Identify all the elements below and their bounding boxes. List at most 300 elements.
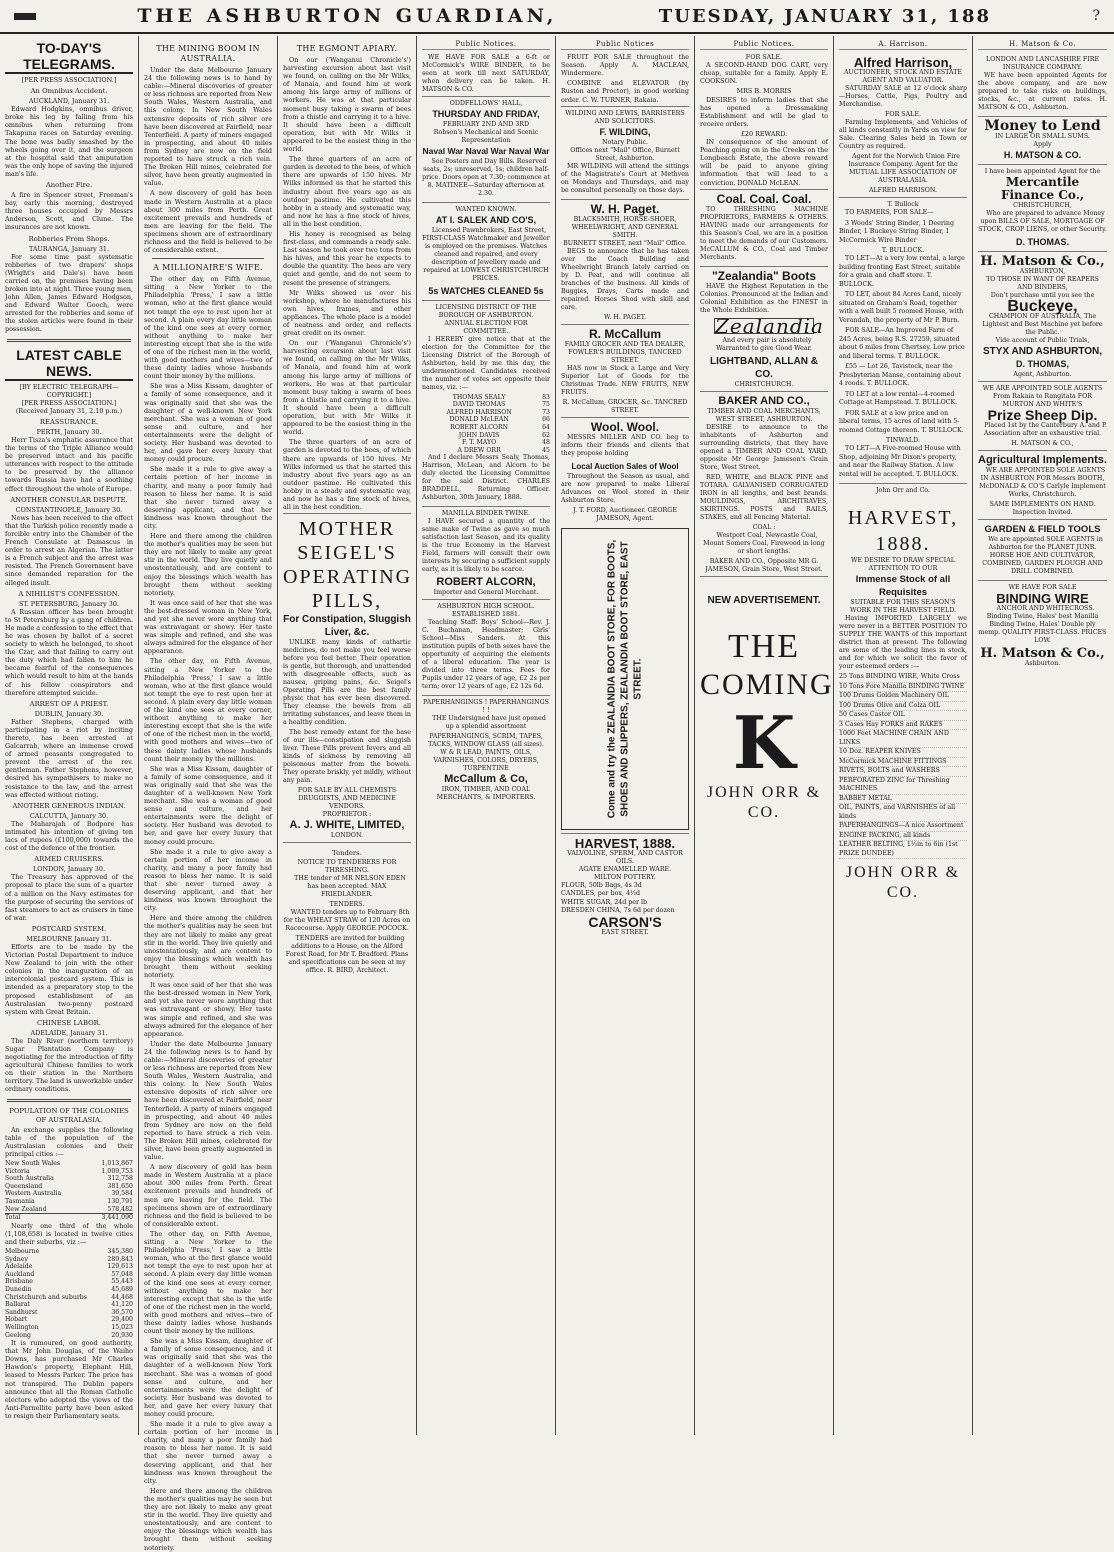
story-body: Herr Tisza's emphatic assurance that the terms of the Triple Alliance would be preserved intact and his pacific utterances with respect to the attitude to be preserved by the alliance towards Russia have had a soothing effect throughout the whole of Europe. [5, 436, 133, 493]
table-cell-label: Dunedin [5, 1285, 32, 1293]
table-cell-value: 1,013,867 [101, 1159, 133, 1167]
licensing-election: ANNUAL ELECTION FOR COMMITTEE. [444, 319, 528, 335]
watch-price: 5s WATCHES CLEANED 5s [428, 285, 544, 296]
alcorn-name: ROBERT ALCORN, [436, 576, 536, 589]
paget-body: BEGS to announce that he has taken over the Coach Building and Wheelwright Branch lately carried on by D. Peat, and will continue all branches of the business. All kinds of Buggies, Drays, Carts made and repaired. Horses Shod with skill and care. [561, 247, 689, 311]
cable-subheading: [BY ELECTRIC TELEGRAPH—COPYRIGHT.] [19, 382, 119, 399]
baker-list: RED, WHITE, and BLACK PINE and TOTARA. GALVANISED CORRUGATED IRON in all lengths, and best brands. MOULDINGS, ARCHITRAVES, SKIRTINGS. POSTS and RAILS, STAKES, and all Fencing Material. [700, 473, 828, 521]
stock-list-item: 50 Cases Castor OIL [839, 711, 967, 721]
orr-harvest-ad [839, 483, 967, 905]
notice: A SECOND-HAND DOG CART, very cheap, suitable for a family. Apply E. COOKSON. [700, 61, 828, 86]
dateline: PERTH, January 30. [36, 427, 102, 436]
divider [7, 1099, 131, 1102]
article-body: She was a Miss Kissam, daughter of a family of some consequence, and it was originally said that she was the daughter of a well-known New York merchant. She was a woman of good sense and culture, and her entertainments were the delight of society. Her husband was devoted to her, and gave her every luxury that money could procure. [144, 764, 272, 846]
table-row [422, 416, 550, 424]
wool-ad [561, 417, 689, 525]
paget-address: BURNETT STREET, next "Mail" Office. [563, 239, 687, 247]
table-total-row [5, 1214, 133, 1222]
reward-heading: £20 REWARD. [740, 129, 788, 138]
manila-title: MANILLA BINDER TWINE. [441, 510, 531, 518]
column-8 [973, 36, 1112, 1435]
table-row [5, 1190, 133, 1198]
stock-list [839, 673, 967, 859]
styx-line: STYX AND ASHBURTON, [982, 346, 1103, 358]
column-3 [278, 36, 417, 1435]
table-row [5, 1206, 133, 1214]
dateline: LONDON, January 30. [33, 865, 105, 874]
stock-list-item: PAPERHANGINGS—A nice Assortment [839, 822, 967, 832]
article-body: Under the date Melbourne January 24 the following news is to hand by cable:—Mineral discoveries of greater or less richness are reported from New South Wales, Western Australia, and this colony. In New South Wales extensive deposits of rich silver ore have been discovered at Fairfield, near Tenterfield. A party of miners engaged in prospecting, and about 40 miles from Sydney are now on the field reported to have struck a rich vein. The Broken Hill mines, celebrated for silver, have been greatly augmented in value. [144, 66, 272, 188]
divider [152, 258, 264, 259]
to-let-notice: TO LET—A Five-roomed House with Shop, adjoining Mr Dixon's property, and near the Railway Station. A low rental will be accepted. T. BULLOCK. [839, 445, 961, 478]
matson-final-city: Ashburton. [1024, 660, 1061, 668]
oddfellows-body: Robson's Mechanical and Scenic Representation [433, 128, 539, 144]
story-body: Edward Hodgkins, omnibus driver, broke his leg by falling from his omnibus when returning from Takapuna races on Saturday evening. The bone was badly smashed by the wheels going over it, and the surgeon at the hospital said that amputation was the only hope of saving the injured man's life. [5, 105, 133, 178]
column-7 [834, 36, 973, 1435]
harrison-norwich: Agent for the Norwich Union Fire Insurance Company. Agent for the MUTUAL LIFE ASSOCIATION OF AUSTRALASIA. [848, 153, 960, 185]
coming-the: THE [727, 627, 801, 665]
article-body: The other day, on Fifth Avenue, sitting a New Yorker to the Philadelphia 'Press,' I saw a little woman, who at the first glance would not tempt the eye to rest upon her at second. A plain every day little woman of the kind one sees at every corner, without anything to make her interesting except that she is the wife of one of the richest men in the world, with good mothers and wives—two of these dainty ladies whose husbands count their money by the millions. [144, 275, 272, 381]
divider [7, 339, 131, 342]
egmont-apiary-heading: THE EGMONT APIARY. [296, 44, 398, 53]
table-row [5, 1198, 133, 1206]
immense-sub: SUITABLE FOR THIS SEASON'S WORK IN THE HARVEST FIELD. [849, 599, 957, 615]
mercantile-ad [978, 164, 1107, 251]
manila-twine-ad [422, 506, 550, 599]
story-body: A Russian officer has been brought to St Petersburg by a gang of children. He made a confession to the effect that he was chosen by ballot of a secret society to which he belonged, to shoot the Czar, and that failing to carry out the duty which had fallen to him he became fearful of the consequences which would result to him at the hands of his fellow conspirators and therefore attempted suicide. [5, 607, 133, 697]
dateline: MELBOURNE January 31. [26, 934, 112, 943]
sheep-dip-title: Prize Sheep Dip. [987, 407, 1098, 424]
notice: COMBINE and ELEVATOR (by Ruston and Proctor), in good working order. C. W. TURNER, Rakaia. [561, 79, 689, 104]
money-sub: IN LARGE OR SMALL SUMS. [995, 133, 1090, 141]
dateline: AUCKLAND, January 31. [28, 97, 110, 106]
table-row [422, 439, 550, 447]
table-cell-label: ROBERT ALCORN [450, 423, 509, 431]
table-cell-value: 312,758 [107, 1175, 133, 1183]
stock-list-item: ENGINE PACKING, all kinds [839, 832, 967, 842]
public-notices-heading: Public Notices [561, 40, 689, 50]
table-row [5, 1294, 133, 1302]
story-body: The Maharajah of Bodpore has intimated his intention of giving ten lacs of rupees (£100,000) towards the cost of the defence of the frontier. [5, 819, 133, 853]
table-cell-label: New Zealand [5, 1205, 47, 1213]
notice: IN consequence of the amount of Poaching going on in the Creeks on the Longbeach Estate, the above reward will be paid to anyone giving information that will lead to a conviction. DONALD McLEAN. [700, 138, 828, 187]
wool-body: Throughout the Season as usual, and are now prepared to make Liberal Advances on Wool stored in their Ashburton Store. [561, 472, 689, 504]
carson-name: CARSON'S [588, 913, 662, 930]
money-title: Money to Lend [984, 118, 1101, 135]
article-body: She made it a rule to give away a certain portion of her income in charity, and many a poor family had reason to bless her name. It is said that she never turned away a deserving applicant, and that her kindness was known throughout the city. [144, 847, 272, 913]
milton-line: MILTON POTTERY. [594, 873, 656, 881]
masthead-date: TUESDAY, JANUARY 31, 188 [658, 5, 992, 27]
table-row [5, 1175, 133, 1183]
binding-sub: ANCHOR AND WHITECROSS. Binding Twine, Hales' best Manilla Binding Twine, Hales' Double ply memp. QUALITY FIRST-CLASS. PRICES LOW. [978, 605, 1107, 645]
stock-list-item: 10 Tons Fore Manilla BINDING TWINE [839, 683, 967, 693]
article-body: On our ('Wanganui Chronicle's') harvesting excursion about last visit we found, on calling on the Mr Wilks, of Manaia, and found him at work among his large army of millions of workers. He was at that particular moment busy taking a swarm of bees from a thistle and carrying it to a hive. It should have been a difficult operation, but with Mr Wilks it appeared to be the easiest thing in the world. [283, 339, 411, 437]
for-sale-notice: FOR SALE—An Improved Farm of 245 Acres, being R.S. 27259, situated about 6 miles from Chertsey. Low price and liberal terms. T. BULLOCK. [839, 327, 965, 360]
population-intro: An exchange supplies the following table of the population of the Australasian colonies and their principal cities :— [5, 1125, 133, 1158]
table-cell-label: THOMAS SEALY [452, 393, 506, 401]
table-cell-value: 289,843 [107, 1255, 133, 1263]
table-cell-value: 48 [542, 439, 550, 447]
article-body: It was once said of her that she was the best-dressed woman in New York, and yet she never wore anything that was extravagant or showy. Her taste was simple and refined, and she was always admired for the elegance of her appearance. [144, 598, 272, 656]
seigel-ad-proprietor: PROPRIETOR : [322, 811, 372, 819]
harrison-body: SATURDAY SALE at 12 o'clock sharp—Horses, Cattle, Pigs, Poultry and Merchandise. [839, 85, 967, 109]
table-cell-label: Christchurch and suburbs [5, 1293, 87, 1301]
table-cell-value: 29,400 [111, 1316, 133, 1324]
paget-title: W. H. Paget. [590, 201, 660, 216]
table-row [5, 1324, 133, 1332]
sheep-dip-body: Placed 1st by the Canterbury A. and P. Association after an exhaustive trial. [983, 422, 1107, 438]
stock-list-item: 100 Drums Olive and Colza OIL [839, 702, 967, 712]
table-cell-value: 45 [542, 446, 550, 454]
story-title: ANOTHER GENEROUS INDIAN. [12, 801, 126, 810]
licensing-body: I HEREBY give notice that at the election for the Committee for the Licensing District of the Borough of Ashburton, held by me this day, the undermentioned Candidates received the number of votes set opposite their names, viz. :— [422, 335, 550, 391]
money-name: H. MATSON & CO. [1003, 150, 1082, 161]
stock-list-item: RIVETS, BOLTS and WASHERS [839, 767, 967, 777]
harrison-forsale: FOR SALE. [885, 111, 921, 119]
table-cell-label: F. T. MAYO [462, 439, 497, 447]
stock-list-item: 3 Cases Hay FORKS and RAKES [839, 721, 967, 731]
table-row [422, 447, 550, 455]
dresden-line: DRESDEN CHINA, 7s 6d per dozen [561, 907, 675, 915]
zealandia-title: "Zealandia" Boots [711, 268, 817, 283]
mercantile-intro: I have been appointed Agent for the [984, 168, 1101, 176]
wilding-name: F. WILDING, [599, 126, 651, 137]
story-title: CHINESE LABOR. [37, 1018, 101, 1027]
city-population-table [5, 1248, 133, 1339]
wool-local: Local Auction Sales of Wool [571, 461, 679, 471]
table-row [5, 1316, 133, 1324]
naval-war-body: See Posters and Day Bills. Reserved seats, 2s; unreserved, 1s; children half-price. Doors open at 7.30; commence at 8. MATINEE—Saturday afternoon at 2.30. [422, 157, 550, 197]
table-cell-value: 39,584 [111, 1190, 133, 1198]
mccallum-sign: R. McCallum, GROCER, &c. TANCRED STREET. [562, 398, 688, 414]
wilding-title: WILDING AND LEWIS, BARRISTERS AND SOLICITORS. [565, 109, 685, 125]
masthead [0, 0, 1114, 34]
baker-title: BAKER AND CO., [718, 394, 810, 407]
dateline: CONSTANTINOPLE, January 30. [15, 505, 123, 514]
matson-final: H. Matson & Co., [980, 646, 1105, 662]
table-cell-value: 64 [542, 423, 550, 431]
story-title: ANOTHER CONSULAR DISPUTE. [10, 495, 128, 504]
story-body: The Treasury has approved of the proposal to place the sum of a quarter of a million on the Navy estimates for the purpose of securing the services of fast steamers to act as cruisers in time of war. [5, 873, 133, 922]
press-association-line: [PER PRESS ASSOCIATION.] [21, 76, 117, 84]
mccallum-ad [561, 324, 689, 417]
article-body: His honey is recognised as being first-class, and commands a ready sale. Last season he took over two tons from his hives, and this year he expects to double the quantity. The bees are very quiet and gentle, and do not seem to resent the presence of strangers. [283, 229, 411, 287]
table-row [5, 1168, 133, 1176]
seigel-ad-footer: FOR SALE BY ALL CHEMISTS DRUGGISTS, AND MEDICINE VENDORS. [297, 787, 397, 811]
tender-title: NOTICE TO TENDERERS FOR THRESHING. [297, 859, 397, 875]
tender-body: WANTED tenders up to February 8th for the WHEAT STRAW of 120 Acres on Racecourse. Apply GEORGE POCOCK. [283, 909, 411, 933]
harvest-title: HARVEST, 1888. [574, 835, 676, 851]
bullock-heading: T. Bullock [887, 201, 919, 209]
mccallum-sub: FAMILY GROCER AND TEA DEALER, FOWLER'S BUILDINGS, TANCRED STREET. [564, 340, 686, 364]
table-row [422, 401, 550, 409]
paperhangings-body: THE Undersigned have just opened up a splendid assortment [432, 715, 546, 731]
farmers-title: TO FARMERS, FOR SALE— [845, 209, 934, 217]
mercantile-body: Who are prepared to advance Money upon BILLS OF SALE, MORTGAGE OF STOCK, CROP LIENS, or other Security. [978, 210, 1107, 234]
lancashire-title: LONDON AND LANCASHIRE FIRE INSURANCE COMPANY. [985, 56, 1100, 72]
mccallum-title: R. McCallum [588, 326, 661, 341]
price-notice: £55 — Lot 26, Tavistock, near the Presbyterian Manse, containing about 4 roods. T. BULLOCK. [839, 363, 962, 388]
manila-body: I HAVE secured a quantity of the same make of Twine as gave so much satisfaction last Season, and its quality is the true Economy in the Harvest Field, farmers will consult their own interests by securing a sufficient supply early, as it is likely to be scarce. [422, 518, 550, 574]
table-cell-label: South Australia [5, 1175, 54, 1183]
orr-sign: JOHN ORR & CO. [845, 864, 961, 902]
dateline: ADELAIDE, January 31. [30, 1028, 108, 1037]
buckeye-ad [978, 251, 1107, 381]
garden-ad [978, 519, 1107, 580]
to-let-notice: TO LET, about 84 Acres Land, nicely situated on Graham's Road, together with a well built 5 roomed House, with Verandah, the property of Mr P. Burn. [839, 291, 964, 324]
bullock-sign: T. BULLOCK. [881, 247, 925, 255]
wool-body: MESSRS MILLER AND CO. beg to inform their friends and clients that they propose holding [561, 433, 689, 457]
mercantile-title: Mercantile Finance Co., [1000, 175, 1085, 203]
column-1 [0, 36, 139, 1435]
table-cell-label: Western Australia [5, 1190, 62, 1198]
money-apply: Apply [1033, 141, 1052, 149]
coming-k-ad [700, 576, 834, 825]
imported-body: Having IMPORTED LARGELY we were never in a BETTER POSITION TO SUPPLY THE WANTS of this important district than at present. The following are some of the leading lines in stock, and for which we solicit the favor of your esteemed orders :— [839, 615, 967, 671]
table-cell-label: Brisbane [5, 1278, 33, 1286]
stock-list-item: 1000 Feet MACHINE CHAIN AND LINKS [839, 730, 967, 748]
lightband-name: LIGHTBAND, ALLAN & CO. [710, 355, 818, 380]
coal-body: TO THRESHING MACHINE PROPRIETORS, FARMERS & OTHERS. HAVING made our arrangements for this Season's Coal, we are in a position to meet the demands of our Customers. McCALLUM & CO., Coal and Timber Merchants. [700, 205, 828, 261]
story-title: ARMED CRUISERS. [34, 855, 104, 864]
table-row [5, 1286, 133, 1294]
garden-body: We are appointed SOLE AGENTS in Ashburton for the PLANET JUNR. HORSE HOE AND CULTIVATOR, COMBINED, GARDEN PLOUGH AND DRILL COMBINED. [982, 536, 1103, 576]
wool-sign: J. T. FORD, Auctioneer. GEORGE JAMESON, Agent. [573, 506, 677, 522]
table-cell-value: 45,689 [111, 1285, 133, 1293]
agate-line: AGATE ENAMELLED WARE. [578, 865, 672, 873]
table-row [5, 1256, 133, 1264]
baker-coal: COAL : [752, 523, 776, 531]
story-body: News has been received to the effect that the Turkish police recently made a forcible entry into the Chamber of the French Consulate at Damascus in order to arrest an Algerian. The latter is a French subject and the arrest was resisted. The French Government have since demanded reparation for the alleged insult. [5, 513, 133, 587]
column-2 [139, 36, 278, 1552]
table-cell-value: 20,930 [111, 1331, 133, 1339]
baker-coal-body: Westport Coal, Newcastle Coal, Mount Somers Coal, Firewood in long or short lengths. [703, 531, 825, 555]
baker-sub: TIMBER AND COAL MERCHANTS, WEST STREET, ASHBURTON. [707, 407, 821, 423]
oddfellows-days: THURSDAY AND FRIDAY, [432, 108, 540, 119]
table-cell-label: Sydney [5, 1255, 28, 1263]
table-cell-value: 130,791 [107, 1197, 133, 1205]
story-title: POSTCARD SYSTEM. [31, 924, 107, 933]
public-notices-heading: Public Notices. [700, 40, 828, 50]
coming-word: COMING [700, 667, 834, 701]
harrison-sign: ALFRED HARRISON. [868, 187, 938, 195]
table-cell-value: 55,443 [111, 1278, 133, 1286]
matson-title: H. Matson & Co., [980, 254, 1105, 270]
binding-title: BINDING WIRE [996, 591, 1089, 607]
article-body: On our ('Wanganui Chronicle's') harvesting excursion about last visit we found, on calling on the Mr Wilks, of Manaia, and found him at work among his large army of millions of workers. He was at that particular moment busy taking a swarm of bees from a thistle and carrying it to a hive. It should have been a difficult operation, but with Mr Wilks it appeared to be the easiest thing in the world. [283, 56, 411, 154]
coming-k-letter: K [732, 699, 796, 785]
table-cell-label: Queensland [5, 1182, 43, 1190]
mercantile-city: CHRISTCHURCH, [1013, 202, 1072, 210]
table-cell-value: 381,650 [107, 1182, 133, 1190]
table-row [5, 1301, 133, 1309]
table-cell-label: JOHN DAVIS [458, 431, 500, 439]
table-cell-value: 62 [542, 431, 550, 439]
harrison-sub: AUCTIONEER, STOCK AND ESTATE AGENT AND VALUATOR. [843, 69, 963, 85]
cable-news-heading: LATEST CABLE NEWS. [5, 347, 133, 381]
article-body: It was once said of her that she was the best-dressed woman in New York, and yet she never wore anything that was extravagant or showy. Her taste was simple and refined, and she was always admired for the elegance of her appearance. [144, 981, 272, 1038]
table-cell-value: 41,120 [111, 1301, 133, 1309]
table-row [5, 1332, 133, 1340]
table-cell-label: Geelong [5, 1331, 31, 1339]
baker-body: DESIRE to announce to the inhabitants of Ashburton and surrounding districts, that they have opened a TIMBER AND COAL YARD, opposite Mr George Jameson's Grain Store, West Street. [700, 423, 828, 471]
story-body: Efforts are to be made by the Victorian Postal Department to induce New Zealand to join with the other colonies in the inauguration of an intercolonial postcard system. This is intended as a preparatory step to the proposed establishment of an Australasian two-penny postcard system with Great Britain. [5, 942, 133, 1016]
table-cell-label: New South Wales [5, 1159, 61, 1167]
zealandia-boots-ad [700, 266, 828, 391]
reapers-sub: Don't purchase until you see the [990, 292, 1095, 300]
candidates-table [422, 394, 550, 455]
table-row [5, 1248, 133, 1256]
paints-list: W & R LEAD, PAINTS, OILS, VARNISHES, COLORS, DRYERS, TURPENTINE [433, 749, 539, 773]
table-cell-label: Melbourne [5, 1247, 40, 1255]
binding-intro: WE HAVE FOR SALE [1008, 584, 1077, 592]
tenders-section [283, 842, 411, 979]
stock-list-item: McCormick MACHINE FITTINGS [839, 758, 967, 768]
article-body: She was a Miss Kissam, daughter of a family of some consequence, and it was originally said that she was the daughter of a well-known New York merchant. She was a woman of good sense and culture, and her entertainments were the delight of society. Her husband was devoted to her, and gave her every luxury that money could procure. [144, 1337, 272, 1418]
table-cell-value: 57,048 [111, 1270, 133, 1278]
population-heading: POPULATION OF THE COLONIES OF AUSTRALASIA. [9, 1106, 129, 1124]
public-notices-heading: Public Notices. [422, 40, 550, 50]
harvest-1888-title: HARVEST, 1888. [847, 507, 959, 556]
telegrams-heading: TO-DAY'S TELEGRAMS. [5, 40, 133, 74]
seigel-ad-title: MOTHER SEIGEL'S OPERATING PILLS, [283, 518, 413, 613]
licensing-title: LICENSING DISTRICT OF THE BOROUGH OF ASHBURTON. [435, 303, 537, 319]
table-cell-label: Victoria [5, 1167, 30, 1175]
paget-sign: W. H. PAGET. [604, 313, 646, 321]
paget-sub: BLACKSMITH, HORSE-SHOER, WHEELWRIGHT, AND GENERAL SMITH. [571, 215, 679, 239]
wool-title: Wool. Wool. [590, 419, 660, 434]
bullock-ads [839, 197, 967, 483]
notice: FRUIT FOR SALE throughout the Season. Apply A. MACLEAN, Windermere. [561, 53, 689, 78]
table-row [422, 394, 550, 402]
millionaire-wife-heading: A MILLIONAIRE'S WIFE. [153, 263, 263, 273]
zealandia-script-logo: Zealandia [715, 313, 824, 338]
seigel-ad-company: A. J. WHITE, LIMITED, [289, 819, 405, 832]
harrison-ad [839, 53, 967, 197]
article-body: A new discovery of gold has been made in Western Australia at a place about 300 miles from Perth. Great excitement prevails and hundreds of men are leaving for the field. The specimens shown are of extraordinary richness and the field is believed to be of considerable extent. [144, 1163, 272, 1228]
sheep-dip-ad [978, 381, 1107, 450]
table-cell-value: 73 [542, 408, 550, 416]
buckeye-sub: CHAMPION OF AUSTRALIA, The Lightest and Best Machine yet before the Public. [982, 313, 1103, 337]
naval-war-banner: Naval War Naval War Naval War [422, 145, 550, 156]
baker-ad [700, 391, 828, 576]
table-cell-value: 1,009,753 [101, 1167, 133, 1175]
flour-line: FLOUR, 50lb Bags, 4s 3d [561, 881, 642, 889]
matson2-sign: H. MATSON & CO., [1011, 440, 1074, 448]
table-cell-label: ALFRED HARRISON [446, 408, 512, 416]
notice: WE HAVE FOR SALE a 6-ft or McCormick's WIRE BINDER, to be seen at work till next SATURDAY, when delivery can be taken. H. MATSON & CO. [422, 53, 550, 94]
licensing-body: And I declare Messrs Sealy, Thomas, Harrison, McLean, and Alcorn to be duly elected the Licensing Committee for the said District. CHARLES BRADDELL, Returning Officer. Ashburton, 30th January, 1888. [422, 454, 550, 502]
thomas2-sub: Agent, Ashburton. [1013, 371, 1072, 379]
mccallum-body: HAS now in Stock a Large and Very Superior Lot of Goods for the Christmas Trade. NEW FRUITS, NEW FRUITS. [561, 364, 689, 396]
alcorn-sub: Importer and General Merchant. [433, 589, 539, 597]
story-body: A fire in Spencer street, Freeman's bay, early this morning, destroyed three houses occupied by Messrs Anderson, Scott, and Clune. The insurances are not known. [5, 191, 133, 232]
notice: DESIRES to inform ladies that she has opened a Dressmaking Establishment and will be glad to receive orders. [700, 95, 828, 128]
table-cell-label: A DREW ORR [457, 446, 501, 454]
table-row [422, 424, 550, 432]
table-cell-value: 75 [542, 401, 550, 409]
article-body: Here and there among the children the mother's qualities may be seen but they are not likely to make any great stir in the world. They live quietly and unostentatiously, and are content to enjoy the blessings which wealth has brought them without seeking notoriety. [144, 1486, 272, 1552]
story-title: Robberies From Shops. [28, 234, 110, 243]
lightband-city: CHRISTCHURCH. [734, 380, 794, 388]
table-row [5, 1263, 133, 1271]
table-row [5, 1278, 133, 1286]
table-cell-value: 66 [542, 416, 550, 424]
article-body: Here and there among the children the mother's qualities may be seen but they are not likely to make any great stir in the world. They live quietly and unostentatiously, and are content to enjoy the blessings which wealth has brought them without seeking notoriety. [144, 914, 272, 980]
coal-title: Coal. Coal. Coal. [716, 191, 812, 206]
school-body: Teaching Staff: Boys' School—Rev. J. C. Buchanan, Headmaster; Girls' School—Miss Sanders. At this institution pupils of both sexes have the opportunity of acquiring the elements of a liberal education. The year is divided into three terms. Fees for Pupils under 12 years of age, £2 2s per term; over 12 years of age, £2 12s 6d. [422, 619, 550, 691]
paget-ad [561, 199, 689, 324]
mccallum-footer: McCallum & Co, [444, 773, 528, 786]
table-cell-value: 15,023 [111, 1323, 133, 1331]
table-row [5, 1309, 133, 1317]
thomas-sign: D. THOMAS. [1016, 237, 1069, 248]
wanted-known: WANTED KNOWN. [455, 205, 517, 213]
story-body: For some time past systematic robberies of two drapers' shops (Wright's and Dale's) have been carried on, the premises having been broken into at night. Three young men, John Allen, James Edward Hodgson, and Edward Walter Gooch, were arrested for the robberies and some of the stolen articles were found in their possession. [5, 252, 133, 334]
reapers-line: TO THOSE IN WANT OF REAPERS AND BINDERS, [986, 276, 1099, 292]
harrison-body: Farming Implements, and Vehicles of all kinds constantly in Yards on view for Sale. Clearing Sales held in Town or Country as required. [839, 119, 967, 151]
to-let-notice: TO LET—At a very low rental, a large building fronting East Street, suitable for a grain and chaff store. T. BULLOCK. [839, 255, 965, 288]
zealandia-boot-store-ad [561, 528, 689, 830]
for-sale-heading: FOR SALE. [745, 53, 783, 62]
table-cell-label: Wellington [5, 1323, 39, 1331]
dateline: TAURANGA, January 31. [29, 244, 109, 253]
orr-name: JOHN ORR & CO. [706, 783, 822, 821]
immense-stock: Immense Stock of all Requisites [855, 574, 951, 599]
farmers-list: 3 Woods' String Binder, 1 Deering Binder, 1 Buckeye String Binder, 1 McCormick Wire Binder [839, 219, 954, 244]
wilding-sub: Notary Public. [601, 138, 649, 146]
salek-title: AT I. SALEK AND CO'S, [435, 214, 537, 225]
coal-ad [700, 189, 828, 266]
masthead-title: THE ASHBURTON GUARDIAN, [137, 5, 558, 27]
table-cell-value: 3,441,090 [87, 1214, 133, 1222]
article-body: Here and there among the children the mother's qualities may be seen but they are not likely to make any great stir in the world. They live quietly and unostentatiously, and are content to enjoy the blessings which wealth has brought them without seeking notoriety. [144, 532, 272, 597]
carson-ad [561, 833, 689, 939]
column-5 [556, 36, 695, 1435]
stock-list-item: LEATHER BELTING, 1½in to 6in (1st PRIZE DUNDEE) [839, 841, 967, 859]
stock-list-item: OIL, PAINTS, and VARNISHES of all kinds [839, 804, 967, 822]
table-cell-value: 36,570 [111, 1308, 133, 1316]
school-established: ESTABLISHED 1881. [451, 611, 521, 619]
agri-sub: SAME IMPLEMENTS ON HAND. Inspection Invited. [989, 501, 1096, 517]
paperhangings-title: PAPERHANGINGS ! PAPERHANGINGS ! ! [423, 699, 549, 715]
population-table [5, 1160, 133, 1222]
oddfellows-ad [422, 96, 550, 202]
dateline: CALCUTTA, January 30. [29, 811, 109, 820]
seigel-ad-city: LONDON. [330, 832, 364, 840]
story-body: The Daly River (northern territory) Sugar Plantation Company is negotiating for the introduction of fifty agricultural Chinese families to work on their station in the Northern territory. The land is unworkable under ordinary conditions. [5, 1036, 133, 1094]
garden-title: GARDEN & FIELD TOOLS [984, 524, 1101, 536]
masthead-left [14, 13, 36, 20]
article-body: Under the date Melbourne January 24 the following news is to hand by cable:—Mineral discoveries of greater or less richness are reported from New South Wales, Western Australia, and this colony. In New South Wales extensive deposits of rich silver ore have been discovered at Fairfield, near Tenterfield. A party of miners engaged in prospecting, and about 40 miles from Sydney are now on the field reported to have struck a rich vein. The Broken Hill mines, celebrated for silver, have been greatly augmented in value. [144, 1039, 272, 1162]
table-row [422, 432, 550, 440]
matson-heading: H. Matson & Co. [978, 40, 1107, 50]
mccallum-footer-sub: IRON, TIMBER, AND COAL MERCHANTS, & IMPORTERS. [436, 786, 536, 802]
table-cell-value: 345,380 [107, 1247, 133, 1255]
oils-line: VALVOLINE, SPERM, AND CASTOR OILS. [567, 849, 683, 865]
licensing-notice [422, 300, 550, 507]
received-line: (Received January 31, 2.10 p.m.) [15, 406, 123, 415]
story-title: A NIHILIST'S CONFESSION. [18, 589, 120, 598]
binding-wire-ad [978, 580, 1107, 670]
tender-title: TENDERS. [329, 901, 365, 909]
for-sale-notice: FOR SALE at a low price and on liberal terms, 15 acres of land with 5-roomed Cottage thereon. T. BULLOCK. [839, 409, 964, 434]
zealandia-body: HAVE the Highest Reputation in the Colonies. Pronounced at the Indian and Colonial Exhibition as the FINEST in the Whole Exhibition. [700, 282, 828, 314]
school-title: ASHBURTON HIGH SCHOOL. [437, 603, 535, 611]
stock-list-item: PERFORATED ZINC for Threshing MACHINES [839, 777, 967, 795]
carson-sub: EAST STREET. [601, 928, 649, 936]
vide-line: Vide account of Public Trials, [995, 337, 1090, 345]
